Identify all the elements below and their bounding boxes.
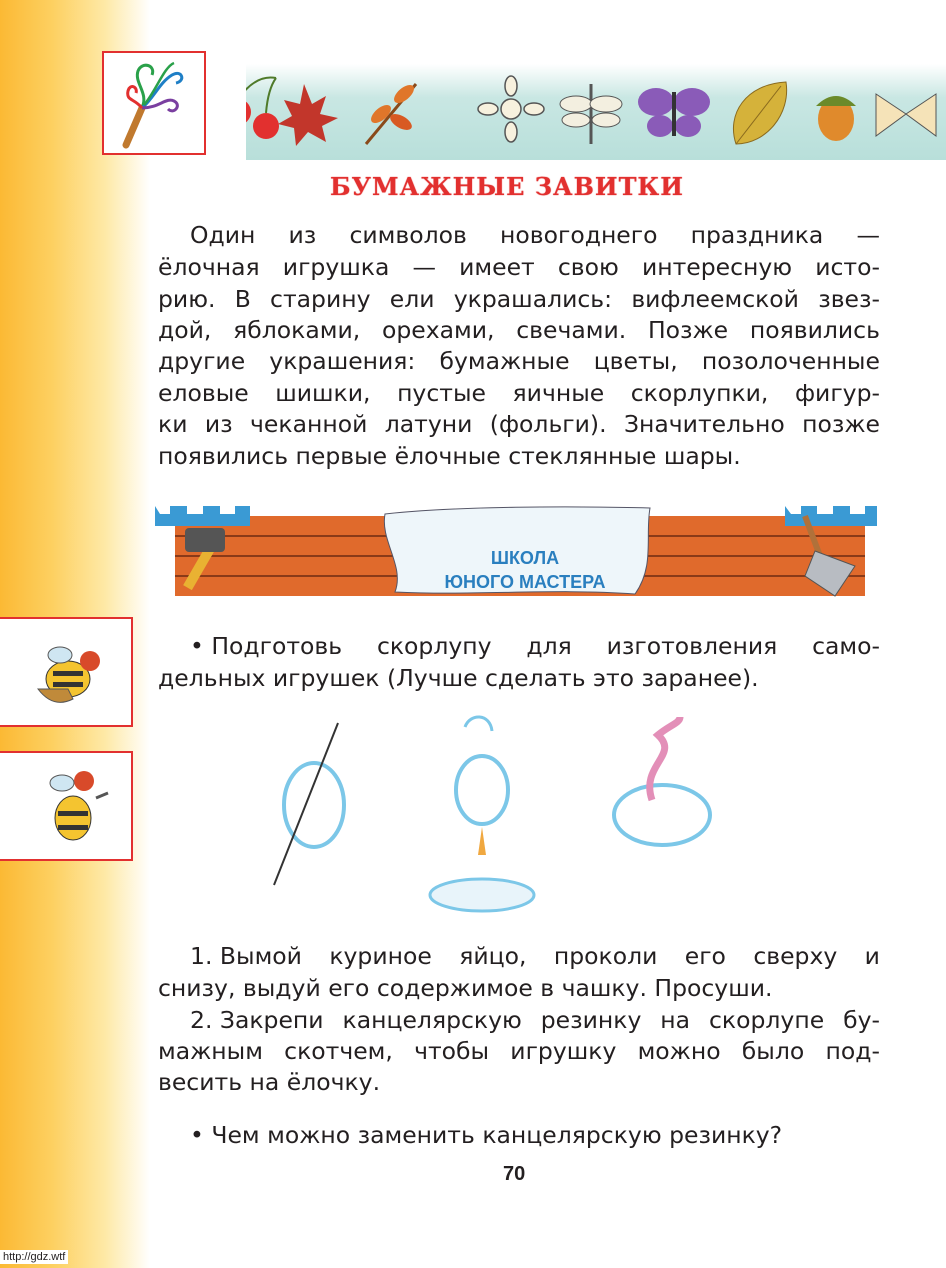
- section-icon-frame: [102, 51, 206, 155]
- acorn-icon: [816, 96, 856, 141]
- word: куриное: [329, 942, 432, 970]
- word: еловые: [158, 379, 249, 407]
- bee-helper-frame-1: [0, 617, 133, 727]
- word: (фольги).: [489, 410, 607, 438]
- text-line: весить на ёлочку.: [158, 1068, 381, 1096]
- text-line: появились первые ёлочные стеклянные шары.: [158, 442, 741, 470]
- word: резинку: [540, 1006, 642, 1034]
- word: для: [526, 632, 572, 660]
- word: символов: [349, 221, 467, 249]
- word: дой,: [158, 316, 212, 344]
- bee-with-tool-icon: [0, 753, 128, 859]
- text-line: [158, 284, 880, 315]
- word: свою: [557, 253, 619, 281]
- word: бу-: [843, 1006, 880, 1034]
- word: скорлупе: [709, 1006, 825, 1034]
- word: 2. Закрепи: [190, 1006, 324, 1034]
- word: другие: [158, 347, 246, 375]
- school-wall-illustration: [155, 496, 880, 606]
- leaf-branch-icon: [366, 82, 417, 144]
- pierced-egg-icon: [274, 723, 344, 885]
- text-line: [158, 315, 880, 346]
- text-line: [190, 1005, 880, 1036]
- word: из: [204, 410, 233, 438]
- word: новогоднего: [500, 221, 658, 249]
- word: украшения:: [269, 347, 416, 375]
- word: проколи: [553, 942, 658, 970]
- text-line: [158, 346, 880, 377]
- word: свечами.: [516, 316, 627, 344]
- word: мажным: [158, 1037, 263, 1065]
- word: ёлочная: [158, 253, 260, 281]
- pasta-bow-icon: [876, 94, 936, 136]
- word: можно: [637, 1037, 721, 1065]
- word: изготовления: [606, 632, 778, 660]
- text-line: [190, 631, 880, 662]
- text-line: дельных игрушек (Лучше сделать это заранее).: [158, 664, 759, 692]
- word: украшались:: [453, 285, 613, 313]
- word: яблоками,: [233, 316, 361, 344]
- text-line: [190, 220, 880, 251]
- word: и: [864, 942, 880, 970]
- decorative-banner: [246, 64, 946, 160]
- text-line: снизу, выдуй его содержимое в чашку. Просуши.: [158, 974, 773, 1002]
- text-line: [158, 252, 880, 283]
- word: было: [741, 1037, 805, 1065]
- word: —: [412, 253, 436, 281]
- word: скотчем,: [284, 1037, 393, 1065]
- word: 1. Вымой: [190, 942, 302, 970]
- page-number: 70: [503, 1163, 526, 1185]
- egg-with-ribbon-icon: [614, 717, 710, 845]
- word: Значительно: [623, 410, 785, 438]
- left-tower: [155, 506, 250, 526]
- pasta-flower-icon: [478, 76, 544, 142]
- word: Один: [190, 221, 256, 249]
- watermark-link[interactable]: http://gdz.wtf: [0, 1250, 68, 1264]
- word: чтобы: [414, 1037, 490, 1065]
- text-line: [158, 409, 880, 440]
- word: на: [660, 1006, 691, 1034]
- word: рию.: [158, 285, 216, 313]
- word: звез-: [818, 285, 880, 313]
- page-title: БУМАЖНЫЕ ЗАВИТКИ: [330, 172, 684, 201]
- word: скорлупки,: [630, 379, 769, 407]
- word: фигур-: [794, 379, 880, 407]
- word: яичные: [512, 379, 605, 407]
- word: скорлупу: [376, 632, 492, 660]
- dragonfly-icon: [560, 84, 622, 144]
- word: игрушка: [282, 253, 390, 281]
- word: Позже: [647, 316, 729, 344]
- word: из: [288, 221, 317, 249]
- text-line: [190, 941, 880, 972]
- butterfly-icon: [638, 88, 710, 137]
- word: канцелярскую: [342, 1006, 522, 1034]
- word: бумажные: [439, 347, 570, 375]
- school-banner-line1: ШКОЛА: [490, 548, 560, 568]
- word: позже: [802, 410, 880, 438]
- egg-illustrations: [260, 705, 730, 925]
- word: пустые: [397, 379, 486, 407]
- word: орехами,: [381, 316, 495, 344]
- word: ели: [389, 285, 435, 313]
- text-line: [158, 1036, 880, 1067]
- word: цветы,: [593, 347, 678, 375]
- word: под-: [825, 1037, 880, 1065]
- word: шишки,: [275, 379, 371, 407]
- school-banner-title: [395, 546, 655, 594]
- word: —: [856, 221, 880, 249]
- paper-curls-icon: [104, 53, 204, 153]
- word: чеканной: [250, 410, 368, 438]
- word: В: [234, 285, 251, 313]
- word: старину: [270, 285, 371, 313]
- maple-leaf-icon: [278, 84, 338, 146]
- word: вифлеемской: [631, 285, 799, 313]
- cherries-icon: [246, 77, 279, 139]
- text-line: [158, 378, 880, 409]
- word: ки: [158, 410, 188, 438]
- word: исто-: [815, 253, 880, 281]
- word: позолоченные: [701, 347, 880, 375]
- word: сверху: [753, 942, 838, 970]
- school-banner-line2: ЮНОГО МАСТЕРА: [444, 572, 606, 592]
- word: интересную: [641, 253, 793, 281]
- word: само-: [812, 632, 880, 660]
- word: латуни: [384, 410, 473, 438]
- word: яйцо,: [459, 942, 527, 970]
- word: игрушку: [510, 1037, 617, 1065]
- question-line: • Чем можно заменить канцелярскую резинку?: [190, 1121, 783, 1149]
- blowing-egg-icon: [430, 717, 534, 911]
- word: праздника: [690, 221, 824, 249]
- bee-helper-frame-2: [0, 751, 133, 861]
- word: • Подготовь: [190, 632, 343, 660]
- word: имеет: [459, 253, 535, 281]
- word: появились: [749, 316, 880, 344]
- right-tower: [785, 506, 877, 526]
- bee-with-basket-icon: [0, 619, 128, 725]
- word: его: [684, 942, 726, 970]
- birch-leaf-icon: [733, 82, 786, 144]
